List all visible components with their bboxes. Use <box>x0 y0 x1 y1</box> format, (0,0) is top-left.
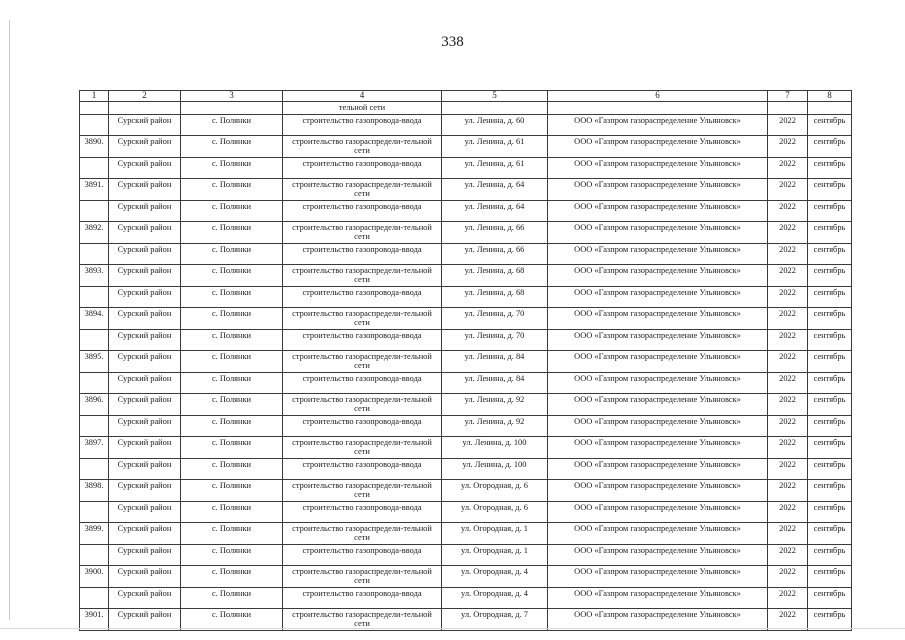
table-cell-organization: ООО «Газпром газораспределение Ульяновск» <box>548 221 768 243</box>
table-cell-settlement: с. Полянки <box>181 436 283 458</box>
table-cell-number: 3892. <box>80 221 109 243</box>
table-cell-district: Сурский район <box>109 436 181 458</box>
table-cell-month: сентябрь <box>808 458 852 479</box>
table-cell-work: строительство газораспредели-тельной сети <box>283 264 442 286</box>
table-cell-settlement: с. Полянки <box>181 221 283 243</box>
table-cell <box>768 102 808 115</box>
table-cell <box>181 102 283 115</box>
table-cell-year: 2022 <box>768 372 808 393</box>
table-cell-address: ул. Огородная, д. 4 <box>442 587 548 608</box>
table-cell-district: Сурский район <box>109 565 181 587</box>
table-cell-number: 3897. <box>80 436 109 458</box>
table-cell-work: строительство газораспредели-тельной сети <box>283 307 442 329</box>
table-cell-organization: ООО «Газпром газораспределение Ульяновск» <box>548 479 768 501</box>
table-cell-address: ул. Огородная, д. 4 <box>442 565 548 587</box>
table-cell-work: строительство газопровода-ввода <box>283 501 442 522</box>
table-row <box>80 221 852 243</box>
column-header: 4 <box>283 91 442 102</box>
table-cell-year: 2022 <box>768 458 808 479</box>
table-cell-month: сентябрь <box>808 522 852 544</box>
table-cell-district: Сурский район <box>109 393 181 415</box>
table-cell-month: сентябрь <box>808 135 852 157</box>
table-cell-settlement: с. Полянки <box>181 264 283 286</box>
table-cell-organization: ООО «Газпром газораспределение Ульяновск» <box>548 350 768 372</box>
table-cell-organization: ООО «Газпром газораспределение Ульяновск» <box>548 307 768 329</box>
table-cell-settlement: с. Полянки <box>181 544 283 565</box>
table-cell-district: Сурский район <box>109 372 181 393</box>
table-cell-work: строительство газопровода-ввода <box>283 114 442 135</box>
table-cell-month: сентябрь <box>808 544 852 565</box>
table-row <box>80 415 852 436</box>
table-cell-organization: ООО «Газпром газораспределение Ульяновск» <box>548 415 768 436</box>
table-cell-settlement: с. Полянки <box>181 350 283 372</box>
table-cell-address: ул. Огородная, д. 6 <box>442 479 548 501</box>
table-row <box>80 479 852 501</box>
continuation-row <box>80 102 852 115</box>
table-cell-work: строительство газопровода-ввода <box>283 458 442 479</box>
table-row <box>80 178 852 200</box>
table-cell-month: сентябрь <box>808 393 852 415</box>
table-cell-settlement: с. Полянки <box>181 565 283 587</box>
table-cell-year: 2022 <box>768 350 808 372</box>
table-cell-settlement: с. Полянки <box>181 479 283 501</box>
table-cell-month: сентябрь <box>808 307 852 329</box>
table-cell-organization: ООО «Газпром газораспределение Ульяновск» <box>548 436 768 458</box>
table-cell-work: строительство газораспредели-тельной сети <box>283 178 442 200</box>
table-cell-settlement: с. Полянки <box>181 329 283 350</box>
table-row <box>80 329 852 350</box>
table-cell-address: ул. Огородная, д. 7 <box>442 608 548 630</box>
table-cell-organization: ООО «Газпром газораспределение Ульяновск» <box>548 178 768 200</box>
table-row <box>80 544 852 565</box>
table-cell-work: строительство газораспредели-тельной сети <box>283 393 442 415</box>
table-cell-address: ул. Ленина, д. 68 <box>442 264 548 286</box>
table-cell-work: строительство газораспредели-тельной сети <box>283 565 442 587</box>
table-cell-month: сентябрь <box>808 329 852 350</box>
table-cell-district: Сурский район <box>109 587 181 608</box>
table-cell-address: ул. Ленина, д. 100 <box>442 458 548 479</box>
table-cell-work: строительство газораспредели-тельной сети <box>283 522 442 544</box>
table-cell-settlement: с. Полянки <box>181 415 283 436</box>
table-cell-organization: ООО «Газпром газораспределение Ульяновск» <box>548 587 768 608</box>
table-cell-work: строительство газораспредели-тельной сети <box>283 608 442 630</box>
table-cell-district: Сурский район <box>109 221 181 243</box>
table-cell-year: 2022 <box>768 608 808 630</box>
table-cell-organization: ООО «Газпром газораспределение Ульяновск» <box>548 157 768 178</box>
table-cell-address: ул. Ленина, д. 68 <box>442 286 548 307</box>
table-cell-month: сентябрь <box>808 501 852 522</box>
table-row <box>80 522 852 544</box>
table-cell-district: Сурский район <box>109 608 181 630</box>
table-row <box>80 264 852 286</box>
table-cell-year: 2022 <box>768 501 808 522</box>
table-cell-number: 3891. <box>80 178 109 200</box>
table-cell-settlement: с. Полянки <box>181 135 283 157</box>
table-cell-month: сентябрь <box>808 157 852 178</box>
table-cell-number <box>80 415 109 436</box>
column-header: 1 <box>80 91 109 102</box>
table-cell-settlement: с. Полянки <box>181 243 283 264</box>
table-cell-number <box>80 200 109 221</box>
table-cell-address: ул. Ленина, д. 70 <box>442 329 548 350</box>
table-row <box>80 565 852 587</box>
table-cell-organization: ООО «Газпром газораспределение Ульяновск» <box>548 544 768 565</box>
table-cell-year: 2022 <box>768 307 808 329</box>
table-row <box>80 350 852 372</box>
table-cell-address: ул. Ленина, д. 70 <box>442 307 548 329</box>
table-row <box>80 458 852 479</box>
table-cell-work: строительство газопровода-ввода <box>283 200 442 221</box>
table-cell <box>442 102 548 115</box>
table-cell-number: 3899. <box>80 522 109 544</box>
table-cell-district: Сурский район <box>109 501 181 522</box>
table-cell-month: сентябрь <box>808 436 852 458</box>
table-row <box>80 436 852 458</box>
table-cell-number <box>80 587 109 608</box>
table-cell-month: сентябрь <box>808 200 852 221</box>
table-cell-year: 2022 <box>768 135 808 157</box>
table-row <box>80 372 852 393</box>
table-cell-district: Сурский район <box>109 243 181 264</box>
table-cell-work: строительство газопровода-ввода <box>283 544 442 565</box>
table-cell-year: 2022 <box>768 544 808 565</box>
table-cell-address: ул. Ленина, д. 64 <box>442 178 548 200</box>
document-table <box>79 90 852 631</box>
table-cell-work: строительство газораспредели-тельной сети <box>283 221 442 243</box>
table-cell-year: 2022 <box>768 243 808 264</box>
table-cell-address: ул. Огородная, д. 1 <box>442 544 548 565</box>
table-cell-organization: ООО «Газпром газораспределение Ульяновск» <box>548 243 768 264</box>
table-cell-organization: ООО «Газпром газораспределение Ульяновск» <box>548 200 768 221</box>
header-row <box>80 91 852 102</box>
table-cell-settlement: с. Полянки <box>181 307 283 329</box>
table-cell-organization: ООО «Газпром газораспределение Ульяновск» <box>548 565 768 587</box>
table-cell-address: ул. Огородная, д. 1 <box>442 522 548 544</box>
table-cell-district: Сурский район <box>109 157 181 178</box>
table-cell-address: ул. Ленина, д. 92 <box>442 393 548 415</box>
table-cell-work: тельной сети <box>283 102 442 115</box>
table-cell-year: 2022 <box>768 393 808 415</box>
table-cell-address: ул. Ленина, д. 64 <box>442 200 548 221</box>
table-cell-work: строительство газораспредели-тельной сети <box>283 135 442 157</box>
column-header: 7 <box>768 91 808 102</box>
table-cell-number <box>80 114 109 135</box>
table-row <box>80 114 852 135</box>
table-cell-settlement: с. Полянки <box>181 286 283 307</box>
table-cell-organization: ООО «Газпром газораспределение Ульяновск» <box>548 522 768 544</box>
table-cell-number <box>80 458 109 479</box>
table-cell-month: сентябрь <box>808 565 852 587</box>
scan-bottom-line <box>0 628 905 629</box>
table-cell-month: сентябрь <box>808 372 852 393</box>
table-cell-settlement: с. Полянки <box>181 372 283 393</box>
table-cell-address: ул. Ленина, д. 84 <box>442 350 548 372</box>
table-cell-year: 2022 <box>768 157 808 178</box>
table-cell-district: Сурский район <box>109 286 181 307</box>
table-cell-organization: ООО «Газпром газораспределение Ульяновск» <box>548 329 768 350</box>
table-cell-organization: ООО «Газпром газораспределение Ульяновск» <box>548 264 768 286</box>
table-cell-number: 3893. <box>80 264 109 286</box>
table-cell-number: 3896. <box>80 393 109 415</box>
table-cell-organization: ООО «Газпром газораспределение Ульяновск» <box>548 608 768 630</box>
table-cell-settlement: с. Полянки <box>181 608 283 630</box>
table-cell-settlement: с. Полянки <box>181 114 283 135</box>
table-cell-number: 3898. <box>80 479 109 501</box>
table-cell-settlement: с. Полянки <box>181 178 283 200</box>
table-cell-settlement: с. Полянки <box>181 200 283 221</box>
table-cell-address: ул. Ленина, д. 92 <box>442 415 548 436</box>
table-cell-district: Сурский район <box>109 479 181 501</box>
table-cell-month: сентябрь <box>808 178 852 200</box>
table-cell-settlement: с. Полянки <box>181 587 283 608</box>
table-cell-district: Сурский район <box>109 135 181 157</box>
table-cell-address: ул. Ленина, д. 84 <box>442 372 548 393</box>
table-cell <box>548 102 768 115</box>
table-cell <box>80 102 109 115</box>
column-header: 5 <box>442 91 548 102</box>
table-cell-year: 2022 <box>768 286 808 307</box>
table-cell-month: сентябрь <box>808 264 852 286</box>
table-cell-district: Сурский район <box>109 522 181 544</box>
table-cell-work: строительство газопровода-ввода <box>283 286 442 307</box>
table-cell-year: 2022 <box>768 565 808 587</box>
table-cell-number: 3895. <box>80 350 109 372</box>
table-cell <box>808 102 852 115</box>
table-cell-year: 2022 <box>768 479 808 501</box>
table-cell-month: сентябрь <box>808 350 852 372</box>
table-cell-organization: ООО «Газпром газораспределение Ульяновск» <box>548 286 768 307</box>
table-cell-month: сентябрь <box>808 479 852 501</box>
scan-edge-line <box>9 20 10 620</box>
table-cell-district: Сурский район <box>109 415 181 436</box>
table-cell-district: Сурский район <box>109 458 181 479</box>
table-cell-year: 2022 <box>768 522 808 544</box>
table-cell-work: строительство газопровода-ввода <box>283 587 442 608</box>
table-cell-year: 2022 <box>768 114 808 135</box>
column-header: 2 <box>109 91 181 102</box>
table-cell-settlement: с. Полянки <box>181 157 283 178</box>
table-cell-number <box>80 286 109 307</box>
table-cell-year: 2022 <box>768 329 808 350</box>
table-cell-organization: ООО «Газпром газораспределение Ульяновск» <box>548 135 768 157</box>
column-header: 6 <box>548 91 768 102</box>
table-cell-work: строительство газопровода-ввода <box>283 243 442 264</box>
table-cell-number <box>80 243 109 264</box>
table-cell-month: сентябрь <box>808 415 852 436</box>
column-header: 8 <box>808 91 852 102</box>
page-number: 338 <box>441 34 464 50</box>
table-cell-month: сентябрь <box>808 286 852 307</box>
table-cell-district: Сурский район <box>109 329 181 350</box>
table-cell-settlement: с. Полянки <box>181 522 283 544</box>
table-cell <box>109 102 181 115</box>
table-row <box>80 393 852 415</box>
table-cell-address: ул. Ленина, д. 60 <box>442 114 548 135</box>
table-cell-number: 3900. <box>80 565 109 587</box>
table-cell-number: 3890. <box>80 135 109 157</box>
table-row <box>80 587 852 608</box>
table-row <box>80 608 852 630</box>
table-cell-number <box>80 329 109 350</box>
table-cell-address: ул. Ленина, д. 66 <box>442 243 548 264</box>
table-cell-work: строительство газопровода-ввода <box>283 329 442 350</box>
table-cell-number: 3901. <box>80 608 109 630</box>
table-cell-district: Сурский район <box>109 200 181 221</box>
table-cell-address: ул. Огородная, д. 6 <box>442 501 548 522</box>
table-cell-year: 2022 <box>768 200 808 221</box>
table-cell-work: строительство газораспредели-тельной сети <box>283 479 442 501</box>
table-cell-organization: ООО «Газпром газораспределение Ульяновск» <box>548 458 768 479</box>
table-cell-year: 2022 <box>768 178 808 200</box>
table-cell-work: строительство газопровода-ввода <box>283 157 442 178</box>
table-cell-month: сентябрь <box>808 608 852 630</box>
table-cell-work: строительство газопровода-ввода <box>283 415 442 436</box>
table-cell-district: Сурский район <box>109 264 181 286</box>
table-cell-district: Сурский район <box>109 307 181 329</box>
table-cell-district: Сурский район <box>109 178 181 200</box>
table-cell-settlement: с. Полянки <box>181 393 283 415</box>
table-cell-organization: ООО «Газпром газораспределение Ульяновск» <box>548 372 768 393</box>
table-cell-year: 2022 <box>768 436 808 458</box>
table-cell-work: строительство газораспредели-тельной сети <box>283 436 442 458</box>
table-cell-number <box>80 544 109 565</box>
table-cell-year: 2022 <box>768 221 808 243</box>
table-cell-address: ул. Ленина, д. 100 <box>442 436 548 458</box>
table-cell-address: ул. Ленина, д. 61 <box>442 157 548 178</box>
table-cell-organization: ООО «Газпром газораспределение Ульяновск» <box>548 114 768 135</box>
table-cell-district: Сурский район <box>109 114 181 135</box>
table-cell-organization: ООО «Газпром газораспределение Ульяновск» <box>548 393 768 415</box>
table-row <box>80 307 852 329</box>
table-row <box>80 157 852 178</box>
table-cell-work: строительство газораспредели-тельной сети <box>283 350 442 372</box>
table-cell-month: сентябрь <box>808 587 852 608</box>
table-cell-district: Сурский район <box>109 350 181 372</box>
table-cell-number: 3894. <box>80 307 109 329</box>
table-cell-number <box>80 157 109 178</box>
table-cell-work: строительство газопровода-ввода <box>283 372 442 393</box>
table-cell-year: 2022 <box>768 415 808 436</box>
table-row <box>80 243 852 264</box>
column-header: 3 <box>181 91 283 102</box>
table-cell-address: ул. Ленина, д. 61 <box>442 135 548 157</box>
table-cell-month: сентябрь <box>808 114 852 135</box>
table-row <box>80 135 852 157</box>
table-cell-number <box>80 372 109 393</box>
table-row <box>80 200 852 221</box>
table-cell-address: ул. Ленина, д. 66 <box>442 221 548 243</box>
table-cell-month: сентябрь <box>808 221 852 243</box>
table-row <box>80 286 852 307</box>
table-cell-district: Сурский район <box>109 544 181 565</box>
table-cell-organization: ООО «Газпром газораспределение Ульяновск» <box>548 501 768 522</box>
table-cell-number <box>80 501 109 522</box>
table-cell-year: 2022 <box>768 587 808 608</box>
table-cell-settlement: с. Полянки <box>181 501 283 522</box>
table-cell-year: 2022 <box>768 264 808 286</box>
table-row <box>80 501 852 522</box>
table-cell-settlement: с. Полянки <box>181 458 283 479</box>
table-cell-month: сентябрь <box>808 243 852 264</box>
